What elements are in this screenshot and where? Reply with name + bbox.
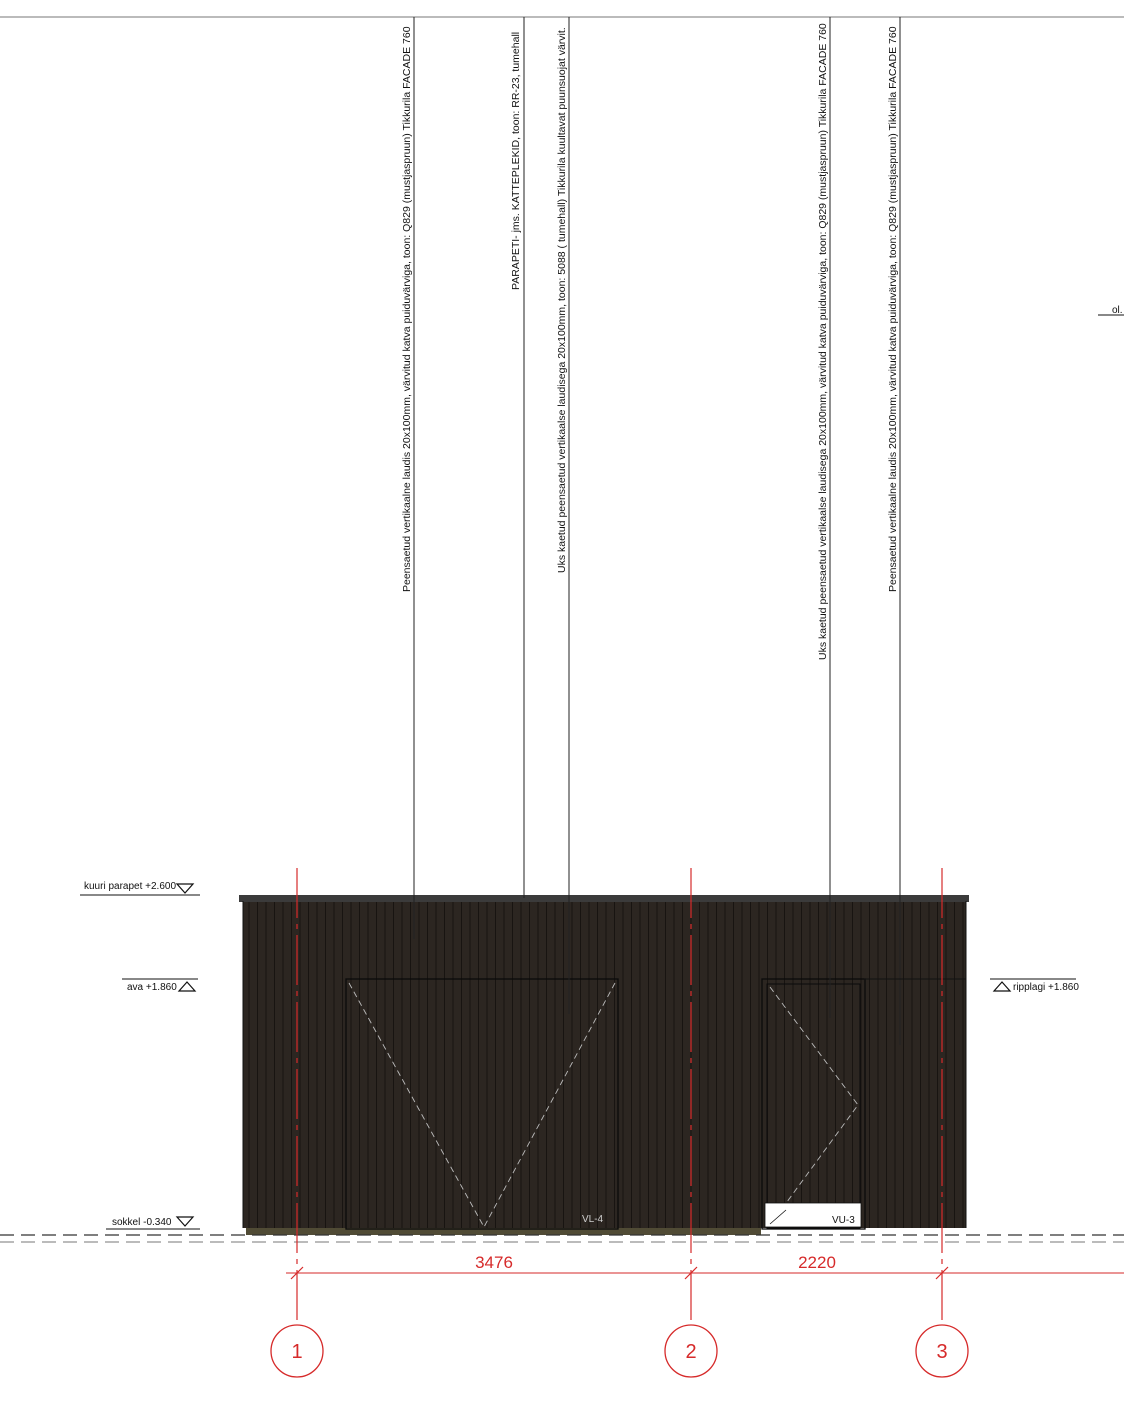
- annotation-text-1: Peensaetud vertikaalne laudis 20x100mm, värvitud katva puiduvärviga, toon: Q829 (mustjaspruun) Tikkurila FACADE 760: [401, 26, 413, 592]
- annotation-text-2: PARAPETI- jms. KATTEPLEKID, toon: RR-23, tumehall: [510, 31, 522, 290]
- door-vu3-tag: VU-3: [832, 1215, 855, 1226]
- grid-label-2: 2: [685, 1341, 697, 1363]
- level-parapet-label: kuuri parapet +2.600: [84, 881, 177, 892]
- level-ava-triangle: [179, 982, 195, 991]
- annotation-leaders: [401, 17, 900, 1045]
- level-ripplagi-triangle: [994, 982, 1010, 991]
- annotation-text-5: Peensaetud vertikaalne laudis 20x100mm, värvitud katva puiduvärviga, toon: Q829 (mustjaspruun) Tikkurila FACADE 760: [887, 26, 899, 592]
- parapet-flashing: [239, 895, 969, 902]
- grid-label-1: 1: [291, 1341, 303, 1363]
- edge-label: ol.: [1112, 305, 1123, 316]
- annotation-text-3: Uks kaetud peensaetud vertikaalse laudisega 20x100mm, toon: 5088 ( tumehall) Tikkurila kuultavat puunsuojat värvit.: [556, 27, 568, 573]
- level-parapet-triangle: [177, 884, 193, 893]
- door-vl4-tag: VL-4: [582, 1214, 604, 1225]
- cladding-wall: [243, 901, 966, 1228]
- dimension-value-1: 3476: [475, 1253, 513, 1272]
- level-sokkel-triangle: [177, 1217, 193, 1226]
- dimension-value-2: 2220: [798, 1253, 836, 1272]
- grid-label-3: 3: [936, 1341, 948, 1363]
- dimension-line: [286, 1253, 1124, 1279]
- level-sokkel-label: sokkel -0.340: [112, 1217, 172, 1228]
- level-ripplagi-label: ripplagi +1.860: [1013, 982, 1079, 993]
- annotation-text-4: Uks kaetud peensaetud vertikaalse laudisega 20x100mm, värvitud katva puiduvärviga, toon: Q829 (mustjaspruun) Tikkurila FACADE 760: [817, 23, 829, 660]
- level-ava-label: ava +1.860: [127, 982, 177, 993]
